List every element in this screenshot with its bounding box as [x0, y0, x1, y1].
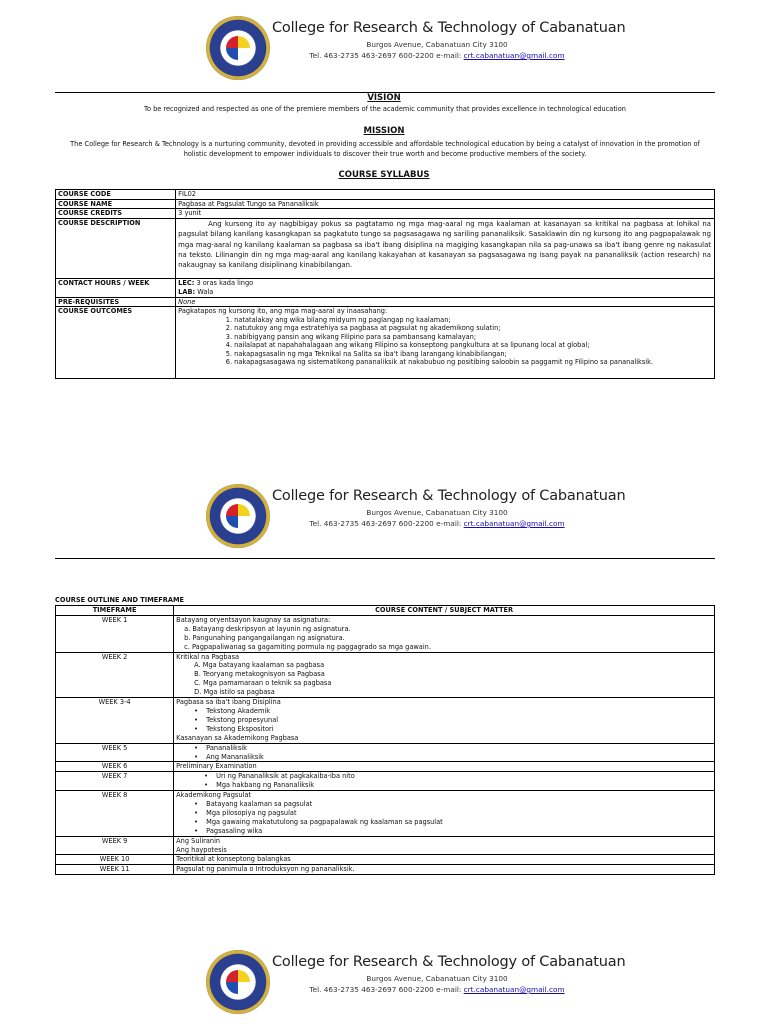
college-contact: [272, 985, 602, 994]
outcomes-list: [178, 316, 712, 366]
list-item: 6. nakapagsasagawa ng sistematikong pananaliksik at nakabubuo ng positibing saloobin sa paggamit ng Filipino sa pananaliksik.: [234, 358, 712, 366]
course-credits-value: 3 yunit: [176, 209, 715, 219]
content-line: Ang haypotesis: [176, 845, 227, 854]
table-row: [56, 199, 715, 209]
content-line: Pagbasa sa iba't ibang Disiplina: [176, 698, 281, 707]
course-outline-table: [55, 605, 715, 875]
mission-title: MISSION: [363, 126, 405, 136]
content-line: Preliminary Examination: [176, 762, 257, 771]
content-cell: [174, 855, 715, 865]
contact-phones: Tel. 463-2735 463-2697 600-2200 e-mail:: [309, 519, 464, 528]
list-item: 3. nabibigyang pansin ang wikang Filipino para sa pambansang kamalayan;: [234, 333, 712, 341]
content-line: Batayang oryentsayon kaugnay sa asignatura:: [176, 615, 331, 624]
lec-label: LEC:: [178, 279, 195, 288]
table-header-row: [56, 606, 715, 616]
bullet-item: • Mga gawaing makatutulong sa pagpapalawak ng kaalaman sa pagsulat: [176, 818, 712, 827]
list-item: 2. natutukoy ang mga estratehiya sa pagbasa at pagsulat ng akademikong sulatin;: [234, 324, 712, 332]
college-name: College for Research & Technology of Cabanatuan: [272, 954, 626, 970]
content-cell: [174, 698, 715, 744]
college-address: Burgos Avenue, Cabanatuan City 3100: [366, 508, 508, 517]
lec-value: 3 oras kada lingo: [194, 279, 254, 288]
course-name-label: COURSE NAME: [56, 199, 176, 209]
mission-line-1: The College for Research & Technology is a nurturing community, devoted in providing accessible and affordable technological education by being a catalyst of innovation in the promotion of: [70, 140, 700, 148]
content-line: Ang Suliranin: [176, 836, 221, 845]
week-cell: WEEK 10: [56, 855, 174, 865]
outline-title: COURSE OUTLINE AND TIMEFRAME: [55, 596, 185, 604]
week-cell: WEEK 9: [56, 836, 174, 855]
timeframe-header: TIMEFRAME: [56, 606, 174, 616]
course-name-value: Pagbasa at Pagsulat Tungo sa Pananaliksik: [176, 199, 715, 209]
content-line: C. Mga pamamaraan o teknik sa pagbasa: [194, 679, 332, 688]
content-cell: [174, 652, 715, 698]
content-line: c. Pagpapaliwanag sa gagamiting pormula ng paggagrado sa mga gawain.: [184, 642, 431, 651]
content-line: Kasanayan sa Akademikong Pagbasa: [176, 733, 299, 742]
content-header: COURSE CONTENT / SUBJECT MATTER: [174, 606, 715, 616]
college-seal-logo: [206, 950, 270, 1014]
course-outcomes-value: [176, 307, 715, 379]
bullet-item: • Tekstong Ekspositori: [176, 725, 712, 734]
prerequisites-label: PRE-REQUISITES: [56, 297, 176, 307]
table-row: [56, 762, 715, 772]
table-row: [56, 698, 715, 744]
table-row: [56, 307, 715, 379]
table-row: [56, 652, 715, 698]
list-item: 4. nailalapat at napahahalagaan ang wikang Filipino sa konseptong pangkultura at sa lipunang local at global;: [234, 341, 712, 349]
contact-hours-value: [176, 279, 715, 297]
email-link[interactable]: crt.cabanatuan@gmail.com: [463, 51, 565, 60]
table-row: [56, 743, 715, 762]
course-code-label: COURSE CODE: [56, 190, 176, 200]
week-cell: WEEK 5: [56, 743, 174, 762]
content-line: b. Pangunahing pangangailangan ng asignatura.: [184, 633, 345, 642]
email-link[interactable]: crt.cabanatuan@gmail.com: [463, 519, 565, 528]
list-item: 1. natatalakay ang wika bilang midyum ng paglangap ng kaalaman;: [234, 316, 712, 324]
course-description-value: Ang kursong ito ay nagbibigay pokus sa pagtatamo ng mga mag-aaral ng mga kaalaman at kasanayan sa kritikal na pagbasa at lohikal na pagsulat bilang kanilang kasangkapan sa pagkatuto tungo sa pagsasagawa ng sariling pananaliksik. Sasaklawin din ng kursong ito ang pagpapalawak ng mga mag-aaral ng kanilang kaalaman sa pagbasa sa iba't ibang disiplina na magiging kasangkapan nila sa pag-unawa sa iba't ibang genre ng nakasulat na teksto. Lilinangin din ng mga mag-aaral ang kanilang kakayahan at kasanayan sa pagsasagawa ng isang payak na pananaliksik (action research) na nakaugnay sa kanilang disiplinang kinabibilangan.: [176, 219, 715, 279]
content-line: Pagsulat ng panimula o Introduksyon ng pananaliksik.: [176, 865, 355, 874]
content-line: a. Batayang deskripsyon at layunin ng asignatura.: [184, 624, 351, 633]
contact-phones: Tel. 463-2735 463-2697 600-2200 e-mail:: [309, 51, 464, 60]
course-outcomes-label: COURSE OUTCOMES: [56, 307, 176, 379]
course-description-label: COURSE DESCRIPTION: [56, 219, 176, 279]
table-row: [56, 836, 715, 855]
bullet-item: • Pagsasaling wika: [176, 827, 712, 836]
college-seal-logo: [206, 16, 270, 80]
week-cell: WEEK 3-4: [56, 698, 174, 744]
college-address: Burgos Avenue, Cabanatuan City 3100: [366, 974, 508, 983]
table-row: [56, 791, 715, 837]
content-line: Teoritikal at konseptong balangkas: [176, 855, 291, 864]
table-row: [56, 190, 715, 200]
bullet-item: • Pananaliksik: [176, 744, 712, 753]
bullet-item: • Mga pilosopiya ng pagsulat: [176, 809, 712, 818]
content-cell: [174, 836, 715, 855]
table-row: [56, 209, 715, 219]
bullet-item: • Ang Mananaliksik: [176, 753, 712, 762]
table-row: [56, 772, 715, 791]
table-row: [56, 297, 715, 307]
course-credits-label: COURSE CREDITS: [56, 209, 176, 219]
lab-label: LAB:: [178, 287, 196, 296]
table-row: [56, 279, 715, 297]
contact-hours-label: CONTACT HOURS / WEEK: [56, 279, 176, 297]
content-line: B. Teoryang metakognisyon sa Pagbasa: [194, 670, 325, 679]
syllabus-table: [55, 189, 715, 379]
college-contact: [272, 51, 602, 60]
content-line: A. Mga batayang kaalaman sa pagbasa: [194, 661, 325, 670]
content-line: Akademikong Pagsulat: [176, 791, 251, 800]
college-address: Burgos Avenue, Cabanatuan City 3100: [366, 40, 508, 49]
contact-phones: Tel. 463-2735 463-2697 600-2200 e-mail:: [309, 985, 464, 994]
bullet-item: • Uri ng Pananaliksik at pagkakaiba-iba nito: [176, 772, 712, 781]
week-cell: WEEK 2: [56, 652, 174, 698]
table-row: [56, 219, 715, 279]
letterhead-1: [200, 14, 630, 104]
bullet-item: • Tekstong propesyunal: [176, 716, 712, 725]
week-cell: WEEK 7: [56, 772, 174, 791]
list-item: 5. nakapagsasalin ng mga Teknikal na Salita sa iba't ibang larangang kinabibilangan;: [234, 350, 712, 358]
bullet-item: • Batayang kaalaman sa pagsulat: [176, 800, 712, 809]
content-cell: [174, 865, 715, 875]
header-rule: [55, 558, 715, 559]
vision-title: VISION: [367, 93, 401, 103]
college-seal-logo: [206, 484, 270, 548]
bullet-item: • Tekstong Akademik: [176, 707, 712, 716]
content-line: D. Mga istilo sa pagbasa: [194, 688, 275, 697]
email-link[interactable]: crt.cabanatuan@gmail.com: [463, 985, 565, 994]
course-code-value: FIL02: [176, 190, 715, 200]
bullet-item: • Mga hakbang ng Pananaliksik: [176, 781, 712, 790]
vision-text: To be recognized and respected as one of the premiere members of the academic community that provides excellence in technological education: [144, 105, 626, 113]
content-cell: [174, 615, 715, 652]
outcomes-intro: Pagkatapos ng kursong ito, ang mga mag-aaral ay inaasahang:: [178, 307, 388, 316]
content-line: Kritikal na Pagbasa: [176, 652, 240, 661]
week-cell: WEEK 11: [56, 865, 174, 875]
college-contact: [272, 519, 602, 528]
table-row: [56, 865, 715, 875]
table-row: [56, 855, 715, 865]
week-cell: WEEK 8: [56, 791, 174, 837]
week-cell: WEEK 1: [56, 615, 174, 652]
lab-value: Wala: [195, 287, 214, 296]
content-cell: [174, 743, 715, 762]
content-cell: [174, 772, 715, 791]
letterhead-3: [200, 948, 630, 1024]
mission-line-2: holistic development to empower individuals to discover their true worth and become productive members of the society.: [183, 150, 587, 158]
college-name: College for Research & Technology of Cabanatuan: [272, 20, 626, 36]
outline-body: [56, 615, 715, 874]
table-row: [56, 615, 715, 652]
week-cell: WEEK 6: [56, 762, 174, 772]
syllabus-title: COURSE SYLLABUS: [338, 170, 430, 180]
content-cell: [174, 791, 715, 837]
prerequisites-value: None: [176, 297, 715, 307]
content-cell: [174, 762, 715, 772]
college-name: College for Research & Technology of Cabanatuan: [272, 488, 626, 504]
